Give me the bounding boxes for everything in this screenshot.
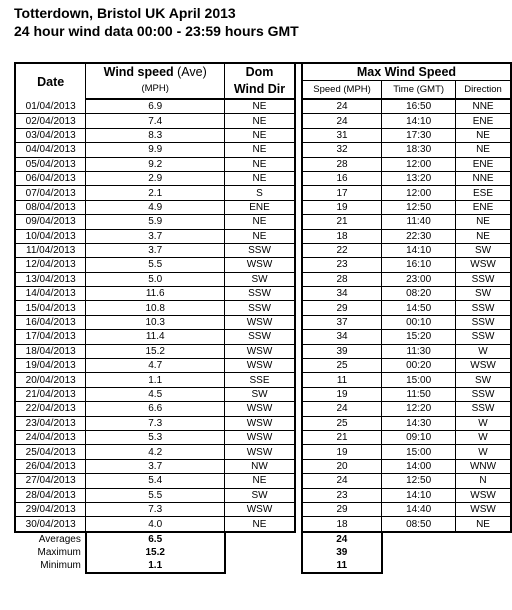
stats-row [15,546,511,559]
column-gap [295,430,302,444]
max-time-cell: 14:40 [382,502,456,516]
table-row [15,272,511,286]
max-time-cell: 11:30 [382,344,456,358]
table-row [15,128,511,142]
header-date: Date [15,63,86,99]
max-direction-cell: SSW [456,272,511,286]
table-row [15,215,511,229]
wind-speed-cell: 9.9 [86,143,225,157]
max-speed-cell: 34 [302,330,382,344]
date-cell: 09/04/2013 [15,215,86,229]
date-cell: 05/04/2013 [15,157,86,171]
wind-speed-cell: 4.5 [86,387,225,401]
table-row [15,517,511,532]
max-speed-cell: 22 [302,243,382,257]
date-cell: 22/04/2013 [15,402,86,416]
date-cell: 15/04/2013 [15,301,86,315]
wind-speed-cell: 4.9 [86,200,225,214]
header-wind-dir: Wind Dir [225,81,295,100]
date-cell: 20/04/2013 [15,373,86,387]
date-cell: 30/04/2013 [15,517,86,532]
stats-spacer [295,532,302,546]
stats-spacer [295,559,302,573]
wind-speed-cell: 6.6 [86,402,225,416]
column-gap [295,200,302,214]
dom-wind-dir-cell: NE [225,474,295,488]
column-gap [295,416,302,430]
max-direction-cell: NE [456,215,511,229]
column-gap [295,344,302,358]
wind-speed-cell: 5.9 [86,215,225,229]
max-direction-cell: N [456,474,511,488]
max-speed-cell: 16 [302,171,382,185]
wind-speed-cell: 2.9 [86,171,225,185]
stats-spacer [456,532,511,546]
max-time-cell: 16:10 [382,258,456,272]
table-row [15,301,511,315]
wind-speed-cell: 11.4 [86,330,225,344]
max-time-cell: 08:20 [382,287,456,301]
dom-wind-dir-cell: WSW [225,402,295,416]
max-speed-cell: 19 [302,445,382,459]
date-cell: 11/04/2013 [15,243,86,257]
max-time-cell: 23:00 [382,272,456,286]
max-time-cell: 14:00 [382,459,456,473]
max-time-cell: 13:20 [382,171,456,185]
max-time-cell: 15:20 [382,330,456,344]
table-row [15,287,511,301]
column-gap [295,387,302,401]
dom-wind-dir-cell: NE [225,171,295,185]
dom-wind-dir-cell: SSW [225,243,295,257]
column-gap [295,258,302,272]
max-speed-cell: 37 [302,315,382,329]
dom-wind-dir-cell: WSW [225,258,295,272]
max-speed-cell: 28 [302,272,382,286]
max-direction-cell: NE [456,143,511,157]
dom-wind-dir-cell: SSE [225,373,295,387]
wind-speed-cell: 5.5 [86,488,225,502]
max-speed-cell: 17 [302,186,382,200]
max-time-cell: 14:10 [382,114,456,128]
max-direction-cell: WSW [456,488,511,502]
max-direction-cell: W [456,416,511,430]
wind-data-table [14,62,512,574]
max-time-cell: 16:50 [382,99,456,114]
wind-speed-cell: 7.3 [86,416,225,430]
table-row [15,416,511,430]
column-gap [295,359,302,373]
stats-max-value: 24 [302,532,382,546]
table-row [15,359,511,373]
column-gap [295,445,302,459]
table-row [15,373,511,387]
dom-wind-dir-cell: SSW [225,330,295,344]
dom-wind-dir-cell: SW [225,488,295,502]
dom-wind-dir-cell: NE [225,215,295,229]
wind-speed-cell: 4.7 [86,359,225,373]
column-gap [295,143,302,157]
wind-speed-cell: 3.7 [86,243,225,257]
stats-spacer [382,532,456,546]
date-cell: 24/04/2013 [15,430,86,444]
stats-max-value: 39 [302,546,382,559]
header-wind-speed-label: Wind speed [103,65,174,80]
dom-wind-dir-cell: NE [225,128,295,142]
dom-wind-dir-cell: WSW [225,344,295,358]
max-speed-cell: 21 [302,430,382,444]
max-direction-cell: NNE [456,171,511,185]
dom-wind-dir-cell: SW [225,387,295,401]
page-subtitle: 24 hour wind data 00:00 - 23:59 hours GMT [14,23,299,39]
column-gap [295,459,302,473]
column-gap [295,157,302,171]
max-direction-cell: NE [456,517,511,532]
dom-wind-dir-cell: NE [225,517,295,532]
max-direction-cell: W [456,344,511,358]
max-time-cell: 18:30 [382,143,456,157]
dom-wind-dir-cell: SSW [225,301,295,315]
max-direction-cell: NNE [456,99,511,114]
max-direction-cell: SSW [456,387,511,401]
max-time-cell: 15:00 [382,445,456,459]
table-row [15,186,511,200]
table-row [15,330,511,344]
max-time-cell: 08:50 [382,517,456,532]
table-row [15,229,511,243]
max-time-cell: 12:50 [382,200,456,214]
column-gap [295,186,302,200]
max-speed-cell: 28 [302,157,382,171]
dom-wind-dir-cell: NE [225,229,295,243]
max-time-cell: 14:10 [382,243,456,257]
max-speed-cell: 24 [302,474,382,488]
wind-speed-cell: 7.3 [86,502,225,516]
date-cell: 12/04/2013 [15,258,86,272]
max-time-cell: 12:00 [382,186,456,200]
wind-speed-cell: 15.2 [86,344,225,358]
max-direction-cell: SSW [456,402,511,416]
max-direction-cell: SSW [456,330,511,344]
stats-label: Maximum [37,546,81,558]
date-cell: 27/04/2013 [15,474,86,488]
max-direction-cell: WSW [456,502,511,516]
wind-speed-cell: 5.3 [86,430,225,444]
table-row [15,143,511,157]
max-direction-cell: WNW [456,459,511,473]
table-row [15,157,511,171]
date-cell: 18/04/2013 [15,344,86,358]
date-cell: 02/04/2013 [15,114,86,128]
max-direction-cell: WSW [456,359,511,373]
wind-speed-cell: 10.3 [86,315,225,329]
max-time-cell: 11:40 [382,215,456,229]
table-row [15,315,511,329]
date-cell: 21/04/2013 [15,387,86,401]
max-speed-cell: 24 [302,114,382,128]
dom-wind-dir-cell: NW [225,459,295,473]
column-gap [295,114,302,128]
dom-wind-dir-cell: WSW [225,430,295,444]
date-cell: 08/04/2013 [15,200,86,214]
date-cell: 07/04/2013 [15,186,86,200]
column-gap [295,229,302,243]
date-cell: 26/04/2013 [15,459,86,473]
date-cell: 17/04/2013 [15,330,86,344]
table-row [15,445,511,459]
date-cell: 23/04/2013 [15,416,86,430]
column-gap [295,215,302,229]
max-speed-cell: 18 [302,517,382,532]
dom-wind-dir-cell: WSW [225,445,295,459]
column-gap [295,517,302,532]
max-direction-cell: ENE [456,200,511,214]
max-speed-cell: 19 [302,387,382,401]
max-speed-cell: 21 [302,215,382,229]
header-wind-speed [86,63,225,81]
max-direction-cell: SW [456,287,511,301]
date-cell: 28/04/2013 [15,488,86,502]
max-direction-cell: W [456,430,511,444]
max-speed-cell: 25 [302,359,382,373]
date-cell: 04/04/2013 [15,143,86,157]
date-cell: 14/04/2013 [15,287,86,301]
column-gap [295,287,302,301]
dom-wind-dir-cell: S [225,186,295,200]
column-gap [295,330,302,344]
table-row [15,258,511,272]
table-row [15,171,511,185]
wind-speed-cell: 9.2 [86,157,225,171]
column-gap [295,301,302,315]
column-gap [295,63,302,99]
max-time-cell: 12:00 [382,157,456,171]
wind-speed-cell: 8.3 [86,128,225,142]
max-direction-cell: SSW [456,301,511,315]
date-cell: 06/04/2013 [15,171,86,185]
max-time-cell: 14:10 [382,488,456,502]
dom-wind-dir-cell: WSW [225,502,295,516]
table-row [15,488,511,502]
max-speed-cell: 29 [302,502,382,516]
max-direction-cell: WSW [456,258,511,272]
stats-spacer [382,559,456,573]
max-time-cell: 15:00 [382,373,456,387]
header-max-direction: Direction [456,81,511,100]
max-time-cell: 12:20 [382,402,456,416]
stats-ave-value: 15.2 [86,546,225,559]
table-row [15,200,511,214]
max-speed-cell: 31 [302,128,382,142]
table-row [15,344,511,358]
max-time-cell: 17:30 [382,128,456,142]
date-cell: 01/04/2013 [15,99,86,114]
max-time-cell: 00:10 [382,315,456,329]
wind-speed-cell: 5.4 [86,474,225,488]
max-time-cell: 11:50 [382,387,456,401]
max-direction-cell: SW [456,243,511,257]
dom-wind-dir-cell: WSW [225,315,295,329]
table-row [15,474,511,488]
max-speed-cell: 24 [302,402,382,416]
dom-wind-dir-cell: SW [225,272,295,286]
date-cell: 19/04/2013 [15,359,86,373]
wind-speed-cell: 5.0 [86,272,225,286]
stats-row [15,532,511,546]
page-title: Totterdown, Bristol UK April 2013 [14,5,236,21]
header-row-2 [15,81,511,100]
header-dom: Dom [225,63,295,81]
max-direction-cell: SSW [456,315,511,329]
max-speed-cell: 18 [302,229,382,243]
max-direction-cell: NE [456,229,511,243]
column-gap [295,402,302,416]
stats-spacer [456,546,511,559]
column-gap [295,373,302,387]
stats-spacer [225,532,295,546]
max-time-cell: 12:50 [382,474,456,488]
wind-speed-cell: 5.5 [86,258,225,272]
max-speed-cell: 29 [302,301,382,315]
wind-speed-cell: 11.6 [86,287,225,301]
max-direction-cell: ESE [456,186,511,200]
header-max-wind-speed: Max Wind Speed [302,63,511,81]
date-cell: 29/04/2013 [15,502,86,516]
date-cell: 16/04/2013 [15,315,86,329]
max-speed-cell: 25 [302,416,382,430]
table-row [15,243,511,257]
wind-speed-cell: 10.8 [86,301,225,315]
header-wind-speed-unit: (MPH) [86,81,225,100]
max-direction-cell: SW [456,373,511,387]
max-direction-cell: ENE [456,114,511,128]
stats-row [15,559,511,573]
stats-spacer [225,546,295,559]
max-time-cell: 00:20 [382,359,456,373]
max-speed-cell: 39 [302,344,382,358]
stats-spacer [295,546,302,559]
wind-speed-cell: 4.0 [86,517,225,532]
max-speed-cell: 23 [302,488,382,502]
column-gap [295,272,302,286]
dom-wind-dir-cell: ENE [225,200,295,214]
max-speed-cell: 19 [302,200,382,214]
table-row [15,459,511,473]
stats-ave-value: 6.5 [86,532,225,546]
dom-wind-dir-cell: NE [225,143,295,157]
stats-spacer [382,546,456,559]
max-direction-cell: ENE [456,157,511,171]
max-speed-cell: 23 [302,258,382,272]
max-speed-cell: 11 [302,373,382,387]
table-row [15,387,511,401]
dom-wind-dir-cell: WSW [225,416,295,430]
date-cell: 25/04/2013 [15,445,86,459]
header-wind-speed-suffix: (Ave) [173,65,207,80]
max-time-cell: 22:30 [382,229,456,243]
dom-wind-dir-cell: SSW [225,287,295,301]
column-gap [295,488,302,502]
table-row [15,502,511,516]
column-gap [295,315,302,329]
stats-spacer [456,559,511,573]
column-gap [295,502,302,516]
date-cell: 10/04/2013 [15,229,86,243]
max-time-cell: 09:10 [382,430,456,444]
max-direction-cell: W [456,445,511,459]
max-speed-cell: 24 [302,99,382,114]
column-gap [295,243,302,257]
header-row [15,63,511,81]
wind-speed-cell: 2.1 [86,186,225,200]
wind-speed-cell: 3.7 [86,459,225,473]
stats-max-value: 11 [302,559,382,573]
column-gap [295,171,302,185]
max-speed-cell: 32 [302,143,382,157]
max-time-cell: 14:30 [382,416,456,430]
stats-spacer [225,559,295,573]
table-row [15,430,511,444]
dom-wind-dir-cell: WSW [225,359,295,373]
header-max-speed: Speed (MPH) [302,81,382,100]
column-gap [295,128,302,142]
header-max-time: Time (GMT) [382,81,456,100]
wind-speed-cell: 7.4 [86,114,225,128]
column-gap [295,99,302,114]
max-speed-cell: 34 [302,287,382,301]
column-gap [295,474,302,488]
wind-speed-cell: 4.2 [86,445,225,459]
date-cell: 13/04/2013 [15,272,86,286]
stats-label: Averages [38,533,81,545]
max-speed-cell: 20 [302,459,382,473]
dom-wind-dir-cell: NE [225,114,295,128]
max-direction-cell: NE [456,128,511,142]
stats-label: Minimum [40,560,81,572]
date-cell: 03/04/2013 [15,128,86,142]
wind-speed-cell: 1.1 [86,373,225,387]
table-row [15,402,511,416]
dom-wind-dir-cell: NE [225,157,295,171]
wind-speed-cell: 6.9 [86,99,225,114]
max-time-cell: 14:50 [382,301,456,315]
dom-wind-dir-cell: NE [225,99,295,114]
stats-ave-value: 1.1 [86,559,225,573]
table-row [15,114,511,128]
wind-speed-cell: 3.7 [86,229,225,243]
table-row [15,99,511,114]
